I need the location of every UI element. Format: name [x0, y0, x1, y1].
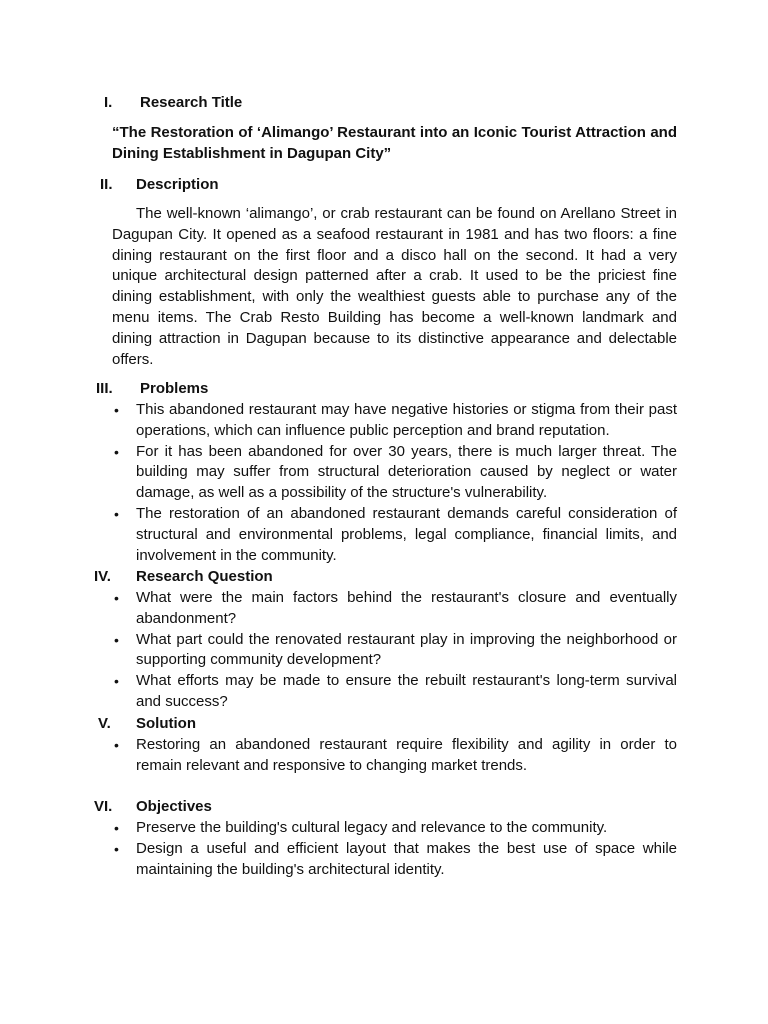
- bullet-icon: •: [114, 840, 119, 857]
- section-label: Problems: [140, 380, 209, 397]
- list-item: [112, 588, 677, 630]
- list-item-text: This abandoned restaurant may have negative histories or stigma from their past operations, which can influence public perception and brand reputation.: [136, 401, 677, 439]
- list-item: [112, 442, 677, 504]
- list-item-text: Restoring an abandoned restaurant require flexibility and agility in order to remain relevant and responsive to changing market trends.: [136, 736, 677, 774]
- list-item-text: What efforts may be made to ensure the rebuilt restaurant's long-term survival and success?: [136, 672, 677, 710]
- list-item: [112, 504, 677, 566]
- list-item-text: What were the main factors behind the restaurant's closure and eventually abandonment?: [136, 589, 677, 627]
- bullet-icon: •: [114, 590, 119, 606]
- list-item: [112, 671, 677, 713]
- bullet-icon: •: [114, 402, 119, 418]
- section-label: Research Question: [136, 568, 273, 585]
- list-item-text: Preserve the building's cultural legacy and relevance to the community.: [136, 819, 608, 836]
- bullet-icon: •: [114, 737, 119, 753]
- bullet-icon: •: [114, 505, 119, 522]
- solution-list: [112, 735, 677, 777]
- bullet-icon: •: [114, 820, 119, 836]
- section-label: Research Title: [140, 94, 243, 111]
- research-question-list: [112, 588, 677, 713]
- description-paragraph: The well-known ‘alimango’, or crab restaurant can be found on Arellano Street in Dagupan City. It opened as a seafood restaurant in 1981 and has two floors: a fine dining restaurant on the first floor and a disco hall on the second. It had a very unique architectural design patterned after a crab. It used to be the priciest fine dining establishment, with only the wealthiest guests able to purchase any of the menu items. The Crab Resto Building has become a well-known landmark and dining attraction in Dagupan because to its distinctive appearance and delectable offers.: [112, 205, 677, 368]
- objectives-list: [112, 818, 677, 880]
- section-number: IV.: [94, 568, 111, 585]
- list-item: [112, 735, 677, 777]
- section-label: Description: [136, 176, 219, 193]
- bullet-icon: •: [114, 673, 119, 690]
- list-item: [112, 818, 677, 839]
- section-number: VI.: [94, 798, 113, 815]
- problems-list: [112, 400, 677, 566]
- bullet-icon: •: [114, 443, 119, 460]
- list-item-text: Design a useful and efficient layout that makes the best use of space while maintaining the building's architectural identity.: [136, 839, 677, 878]
- list-item-text: For it has been abandoned for over 30 years, there is much larger threat. The building may suffer from structural deterioration caused by neglect or water damage, as well as a possibility of the structure's vulnerability.: [136, 442, 677, 502]
- bullet-icon: •: [114, 631, 119, 648]
- section-label: Solution: [136, 715, 196, 732]
- list-item: [112, 839, 677, 881]
- section-number: V.: [98, 715, 111, 732]
- section-number: II.: [100, 176, 113, 193]
- section-label: Objectives: [136, 798, 212, 815]
- research-title-text: “The Restoration of ‘Alimango’ Restaurant into an Iconic Tourist Attraction and Dining Establishment in Dagupan City”: [112, 124, 677, 162]
- section-number: I.: [104, 94, 113, 111]
- list-item: [112, 400, 677, 442]
- list-item: [112, 630, 677, 672]
- section-number: III.: [96, 380, 113, 397]
- list-item-text: The restoration of an abandoned restaurant demands careful consideration of structural and environmental problems, legal compliance, financial limits, and involvement in the community.: [136, 504, 677, 564]
- list-item-text: What part could the renovated restaurant play in improving the neighborhood or supporting community development?: [136, 630, 677, 669]
